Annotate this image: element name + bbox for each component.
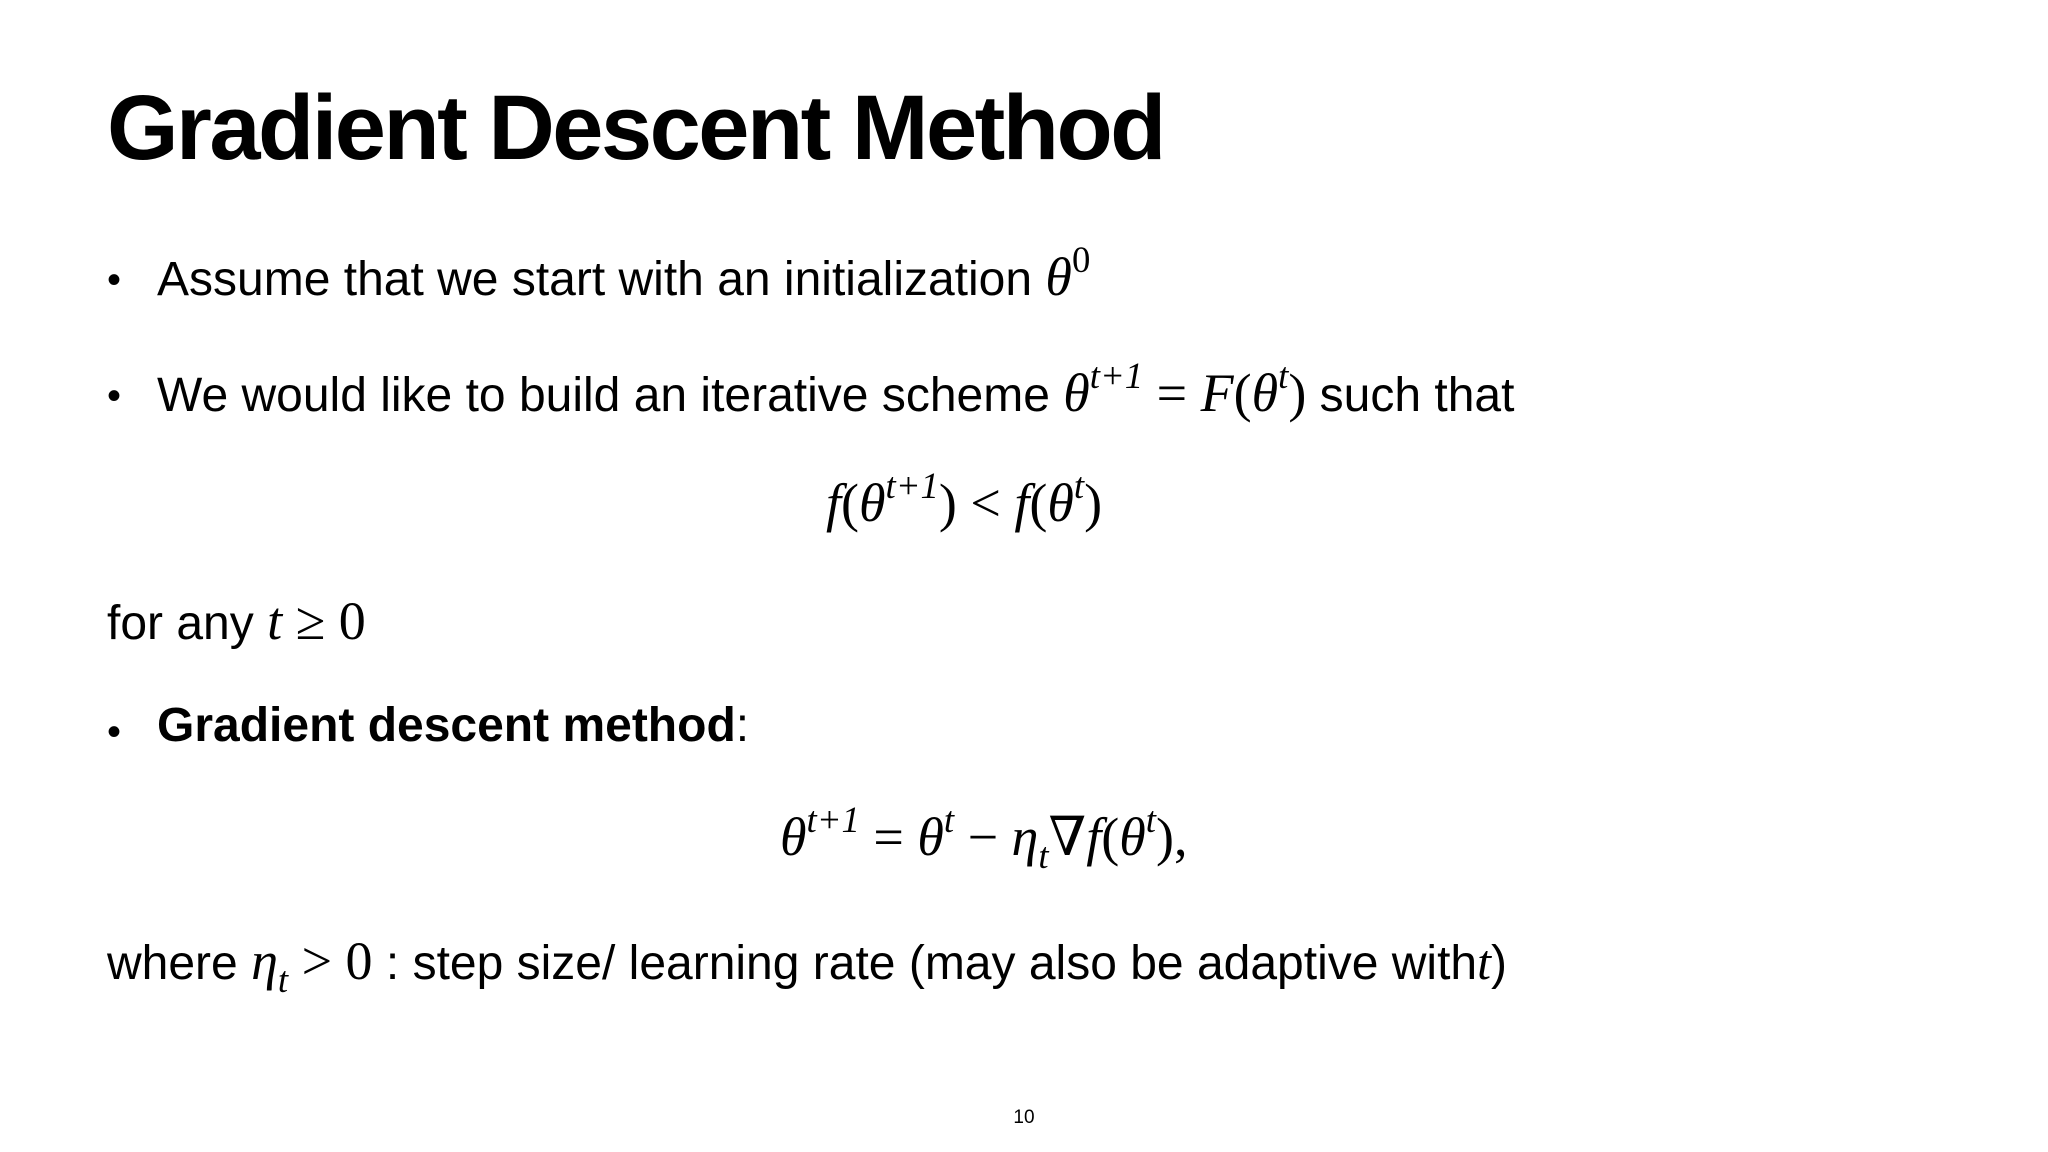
for-any-condition	[107, 591, 366, 651]
for-any-text: for any	[107, 597, 254, 650]
gradient-descent-label: Gradient descent method	[157, 699, 736, 752]
bullet-gradient-descent	[157, 699, 750, 752]
theta-zero-formula: $\theta^0$	[1045, 239, 1091, 307]
bullet-marker: •	[107, 258, 122, 302]
bullet-iterative-text: We would like to build an iterative scheme	[157, 369, 1050, 422]
bullet-marker: •	[107, 374, 122, 418]
bullet-iterative-scheme	[157, 355, 1515, 423]
page-number: 10	[1013, 1107, 1035, 1128]
bullet-initialization	[157, 239, 1091, 307]
where-text: where	[107, 937, 238, 990]
step-size-description	[107, 931, 1508, 1000]
descent-inequality: $f(\theta^{t+1}) < f(\theta^t)$	[826, 465, 1103, 533]
step-size-text: : step size/ learning rate (may also be adaptive with	[385, 937, 1478, 990]
bullet-initialization-text: Assume that we start with an initialization	[157, 253, 1033, 306]
closing-paren: )	[1491, 937, 1508, 990]
gradient-descent-colon: :	[735, 699, 750, 752]
t-variable: t	[1477, 934, 1492, 990]
slide-title: Gradient Descent Method	[107, 77, 1164, 179]
iterative-scheme-formula: $\theta^{t+1} = F(\theta^t)$	[1063, 355, 1307, 423]
eta-positive-formula: $\eta_t > 0$	[251, 931, 373, 1000]
bullet-marker: •	[107, 710, 122, 754]
t-nonnegative-formula: t ≥ 0	[267, 591, 366, 651]
bullet-iterative-trailing-text: such that	[1319, 369, 1515, 422]
gradient-update-rule: $\theta^{t+1} = \theta^t - \eta_t\nabla f(\theta^t)$,	[780, 799, 1188, 876]
